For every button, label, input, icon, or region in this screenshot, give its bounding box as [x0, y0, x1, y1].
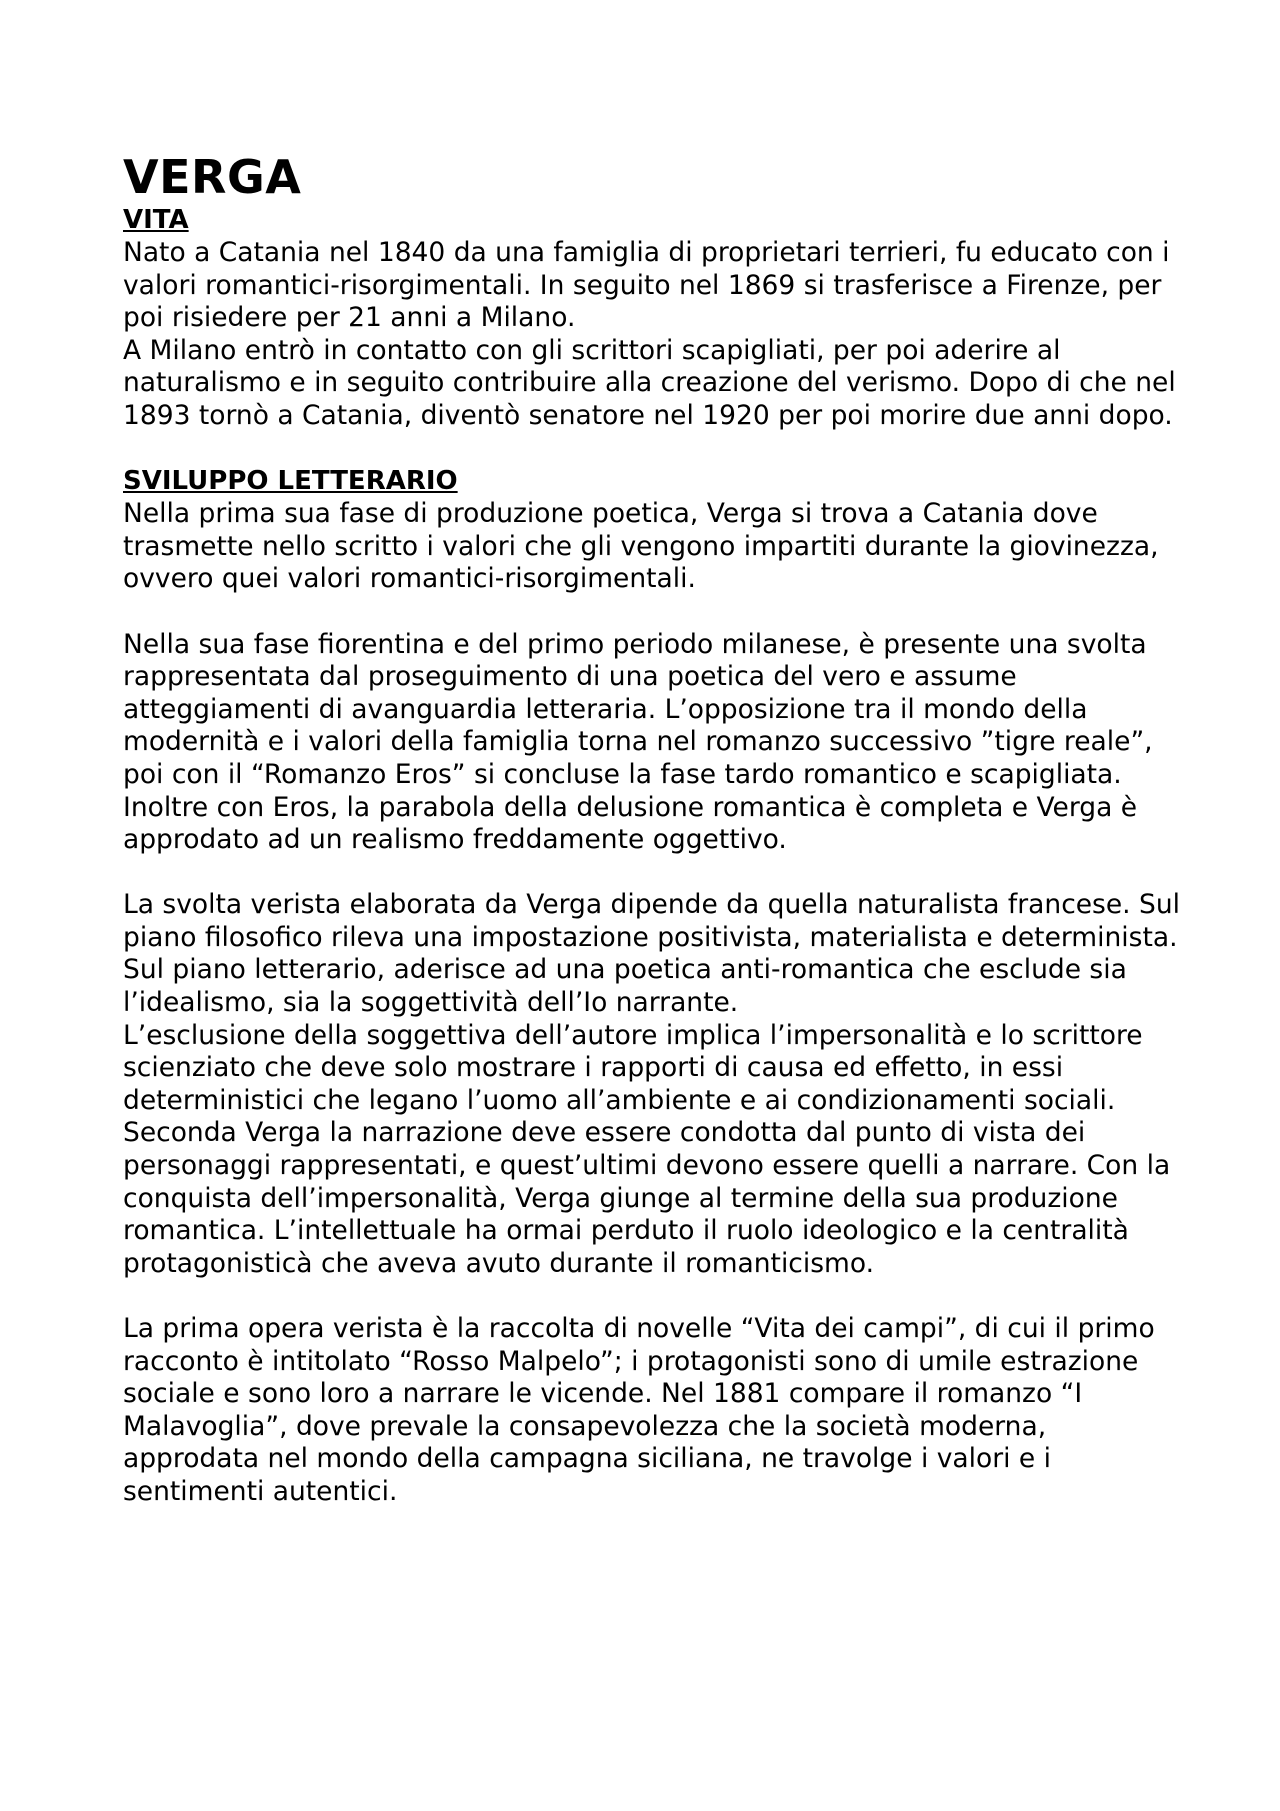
- paragraph-spacer: [123, 596, 1183, 629]
- paragraph-vita-1: Nato a Catania nel 1840 da una famiglia di proprietari terrieri, fu educato con i valori romantici-risorgimentali. In seguito nel 1869 si trasferisce a Firenze, per poi risiedere per 21 anni a Milano.: [123, 237, 1170, 334]
- paragraph-sviluppo-3: La svolta verista elaborata da Verga dipende da quella naturalista francese. Sul piano filosofico rileva una impostazione positivista, materialista e determinista. Sul piano letterario, aderisce ad una poetica anti-romantica che esclude sia l’idealismo, sia la soggettività dell’Io narrante.: [123, 889, 1180, 1019]
- paragraph-sviluppo-1: Nella prima sua fase di produzione poetica, Verga si trova a Catania dove trasmette nello scritto i valori che gli vengono impartiti durante la giovinezza, ovvero quei valori romantici-risorgimentali.: [123, 498, 1159, 595]
- paragraph-sviluppo-5: La prima opera verista è la raccolta di novelle “Vita dei campi”, di cui il primo racconto è intitolato “Rosso Malpelo”; i protagonisti sono di umile estrazione sociale e sono loro a narrare le vicende. Nel 1881 compare il romanzo “I Malavoglia”, dove prevale la consapevolezza che la società moderna, approdata nel mondo della campagna siciliana, ne travolge i valori e i sentimenti autentici.: [123, 1313, 1155, 1507]
- document-title: VERGA: [123, 150, 302, 204]
- section-heading-vita: VITA: [123, 205, 189, 235]
- paragraph-sviluppo-4: L’esclusione della soggettiva dell’autore implica l’impersonalità e lo scrittore scienziato che deve solo mostrare i rapporti di causa ed effetto, in essi deterministici che legano l’uomo all’ambiente e ai condizionamenti sociali. Seconda Verga la narrazione deve essere condotta dal punto di vista dei personaggi rappresentati, e quest’ultimi devono essere quelli a narrare. Con la conquista dell’impersonalità, Verga giunge al termine della sua produzione romantica. L’intellettuale ha ormai perduto il ruolo ideologico e la centralità protagonisticà che aveva avuto durante il romanticismo.: [123, 1019, 1171, 1279]
- section-heading-sviluppo-letterario: SVILUPPO LETTERARIO: [123, 466, 458, 497]
- paragraph-spacer: [123, 433, 1183, 466]
- paragraph-sviluppo-2: Nella sua fase fiorentina e del primo periodo milanese, è presente una svolta rappresentata dal proseguimento di una poetica del vero e assume atteggiamenti di avanguardia letteraria. L’opposizione tra il mondo della modernità e i valori della famiglia torna nel romanzo successivo ”tigre reale”, poi con il “Romanzo Eros” si concluse la fase tardo romantico e scapigliata. Inoltre con Eros, la parabola della delusione romantica è completa e Verga è approdato ad un realismo freddamente oggettivo.: [123, 628, 1153, 856]
- document-page: [123, 150, 1183, 1509]
- paragraph-spacer: [123, 857, 1183, 890]
- paragraph-vita-2: A Milano entrò in contatto con gli scrittori scapigliati, per poi aderire al naturalismo e in seguito contribuire alla creazione del verismo. Dopo di che nel 1893 tornò a Catania, diventò senatore nel 1920 per poi morire due anni dopo.: [123, 334, 1176, 431]
- paragraph-spacer: [123, 1280, 1183, 1313]
